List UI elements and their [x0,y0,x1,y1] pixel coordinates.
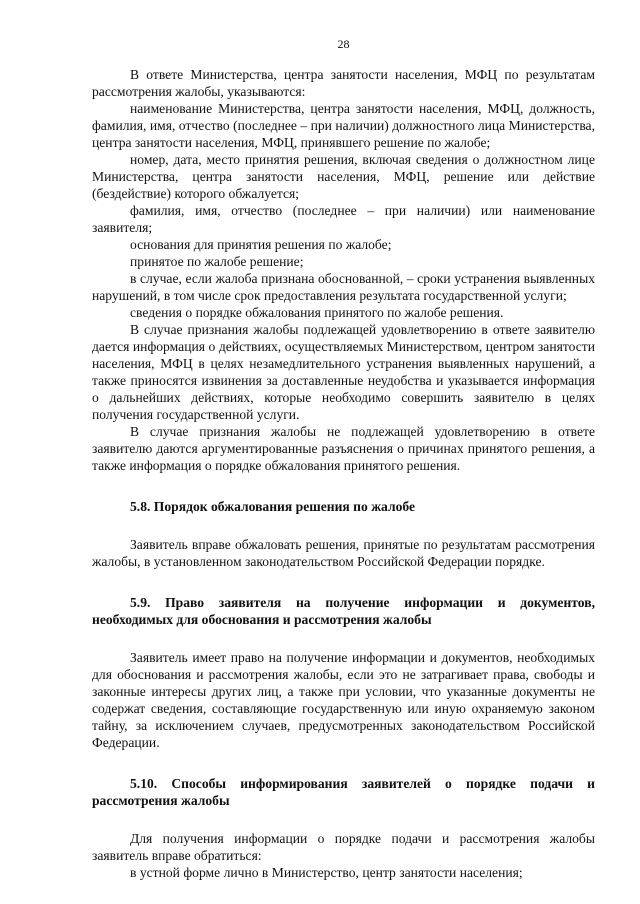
paragraph: номер, дата, место принятия решения, включая сведения о должностном лице Министерства, центра занятости населения, МФЦ, решение или действие (бездействие) которого обжалуется; [92,152,595,201]
paragraph: В ответе Министерства, центра занятости населения, МФЦ по результатам рассмотрения жалобы, указываются: [92,67,595,99]
document-body [92,66,595,881]
paragraph: принятое по жалобе решение; [130,254,304,269]
section-heading-5-8: 5.8. Порядок обжалования решения по жалобе [130,499,416,514]
section-heading-5-10: 5.10. Способы информирования заявителей о порядке подачи и рассмотрения жалобы [92,776,595,808]
paragraph: наименование Министерства, центра занятости населения, МФЦ, должность, фамилия, имя, отчество (последнее – при наличии) должностного лица Министерства, центра занятости населения, МФЦ, принявшего решение по жалобе; [92,101,595,150]
paragraph: сведения о порядке обжалования принятого по жалобе решения. [130,305,504,320]
paragraph: основания для принятия решения по жалобе; [130,237,392,252]
paragraph: В случае признания жалобы подлежащей удовлетворению в ответе заявителю дается информация о действиях, осуществляемых Министерством, центром занятости населения, МФЦ в целях незамедлительного устранения выявленных нарушений, а также приносятся извинения за доставленные неудобства и указывается информация о дальнейших действиях, которые необходимо совершить заявителю в целях получения государственной услуги. [92,322,595,422]
section-5-10-text: Для получения информации о порядке подачи и рассмотрения жалобы заявитель вправе обратиться: [92,831,595,863]
page-number: 28 [337,37,350,51]
section-heading-5-9: 5.9. Право заявителя на получение информации и документов, необходимых для обоснования и рассмотрения жалобы [92,595,595,627]
paragraph: в случае, если жалоба признана обоснованной, – сроки устранения выявленных нарушений, в том числе срок предоставления результата государственной услуги; [92,271,595,303]
paragraph: В случае признания жалобы не подлежащей удовлетворению в ответе заявителю даются аргументированные разъяснения о причинах принятого решения, а также информация о порядке обжалования принятого решения. [92,424,595,473]
section-5-8-text: Заявитель вправе обжаловать решения, принятые по результатам рассмотрения жалобы, в установленном законодательством Российской Федерации порядке. [92,537,595,569]
paragraph: фамилия, имя, отчество (последнее – при наличии) или наименование заявителя; [92,203,595,235]
section-5-10-text: в устной форме лично в Министерство, центр занятости населения; [130,865,523,880]
section-5-9-text: Заявитель имеет право на получение информации и документов, необходимых для обоснования и рассмотрения жалобы, если это не затрагивает права, свободы и законные интересы других лиц, а также при условии, что указанные документы не содержат сведения, составляющие государственную или иную охраняемую законом тайну, за исключением случаев, предусмотренных законодательством Российской Федерации. [92,650,595,750]
